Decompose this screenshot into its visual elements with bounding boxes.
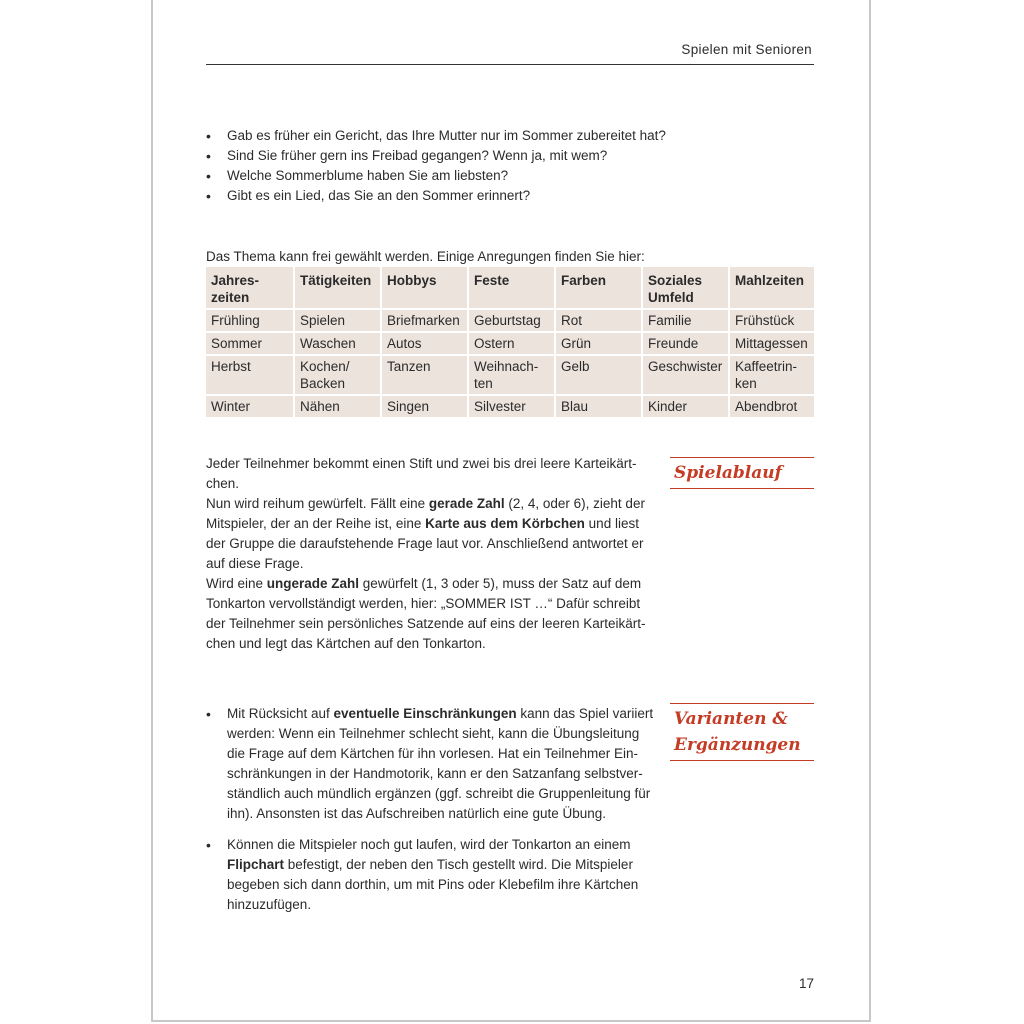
table-header-cell: Tätigkeiten [293,267,380,310]
table-cell: Silvester [467,396,554,419]
table-cell: Waschen [293,333,380,356]
text-run: Mit Rücksicht auf [227,706,334,721]
question-list [206,126,676,206]
varianten-item [206,835,658,915]
table-cell: Geschwister [641,356,728,396]
paragraph: Jeder Teilnehmer bekommt einen Stift und zwei bis drei leere Karteikärt-chen. [206,456,637,491]
page-number: 17 [798,976,814,991]
table-header-row [206,267,814,310]
table-cell: Freunde [641,333,728,356]
table-header-cell: Jahres- zeiten [206,267,293,310]
paragraph [206,574,658,654]
spielablauf-text [206,454,658,654]
table-cell: Sommer [206,333,293,356]
table-cell: Gelb [554,356,641,396]
section-label-varianten: Varianten & Ergänzungen [670,703,814,761]
text-run: befestigt, der neben den Tisch gestellt wird. Die Mitspieler begeben sich dann dorthin, um mit Pins oder Klebefilm ihre Kärtchen hinzuzufügen. [227,857,639,912]
table-cell: Grün [554,333,641,356]
table-cell: Blau [554,396,641,419]
table-row [206,356,814,396]
table-cell: Frühling [206,310,293,333]
question-item: • Gibt es ein Lied, das Sie an den Sommer erinnert? [206,186,676,206]
table-cell: Geburtstag [467,310,554,333]
table-cell: Autos [380,333,467,356]
table-header-cell: Farben [554,267,641,310]
table-cell: Herbst [206,356,293,396]
text-run: und liest der Gruppe die daraufstehende Frage laut vor. Anschließend antwortet er auf diese Frage. [206,516,644,571]
table-cell: Winter [206,396,293,419]
table-cell: Mittagessen [728,333,814,356]
text-run: Können die Mitspieler noch gut laufen, wird der Tonkarton an einem [227,837,631,852]
table-cell: Ostern [467,333,554,356]
table-header-cell: Mahlzeiten [728,267,814,310]
question-item: • Welche Sommerblume haben Sie am liebsten? [206,166,676,186]
bold-run: gerade Zahl [428,496,505,511]
table-row [206,333,814,356]
table-cell: Briefmarken [380,310,467,333]
table-cell: Weihnach- ten [467,356,554,396]
table-cell: Spielen [293,310,380,333]
text-run: Nun wird reihum gewürfelt. Fällt eine [206,496,429,511]
section-label-spielablauf: Spielablauf [670,457,814,489]
table-cell: Tanzen [380,356,467,396]
table-cell: Familie [641,310,728,333]
table-cell: Singen [380,396,467,419]
table-cell: Rot [554,310,641,333]
table-header-cell: Feste [467,267,554,310]
bold-run: ungerade Zahl [266,576,360,591]
varianten-list [206,704,658,915]
table-row [206,310,814,333]
table-row [206,396,814,419]
varianten-item [206,704,658,824]
running-header: Spielen mit Senioren [681,42,812,57]
bold-run: eventuelle Einschränkungen [333,706,517,721]
question-item: • Sind Sie früher gern ins Freibad gegangen? Wenn ja, mit wem? [206,146,676,166]
header-rule [206,64,814,65]
table-intro: Das Thema kann frei gewählt werden. Einige Anregungen finden Sie hier: [206,249,645,264]
table-cell: Kaffeetrin- ken [728,356,814,396]
text-run: Wird eine [206,576,267,591]
text-run: kann das Spiel variiert werden: Wenn ein Teilnehmer schlecht sieht, kann die Übungsleitung die Frage auf dem Kärtchen für ihn vorlesen. Hat ein Teilnehmer Ein-schränkungen in der Handmotorik, kann er den Satzanfang selbstver-ständlich auch mündlich ergänzen (ggf. schreibt die Gruppenleitung für ihn). Ansonsten ist das Aufschreiben natürlich eine gute Übung. [227,706,654,821]
table-cell: Kochen/ Backen [293,356,380,396]
table-header-cell: Hobbys [380,267,467,310]
table-cell: Kinder [641,396,728,419]
bold-run: Karte aus dem Körbchen [425,516,585,531]
text-run: (2, 4, oder 6), zieht der Mitspieler, der an der Reihe ist, eine [206,496,645,531]
table-header-cell: Soziales Umfeld [641,267,728,310]
table-cell: Nähen [293,396,380,419]
paragraph [206,494,658,574]
topics-table [206,267,814,419]
table-cell: Abendbrot [728,396,814,419]
text-run: gewürfelt (1, 3 oder 5), muss der Satz auf dem Tonkarton vervollständigt werden, hier: „SOMMER IST …“ Dafür schreibt der Teilnehmer sein persönliches Satzende auf eins der leeren Karteikärt-chen und legt das Kärtchen auf den Tonkarton. [206,576,646,651]
bold-run: Flipchart [227,857,285,872]
question-item: • Gab es früher ein Gericht, das Ihre Mutter nur im Sommer zubereitet hat? [206,126,676,146]
table-cell: Frühstück [728,310,814,333]
